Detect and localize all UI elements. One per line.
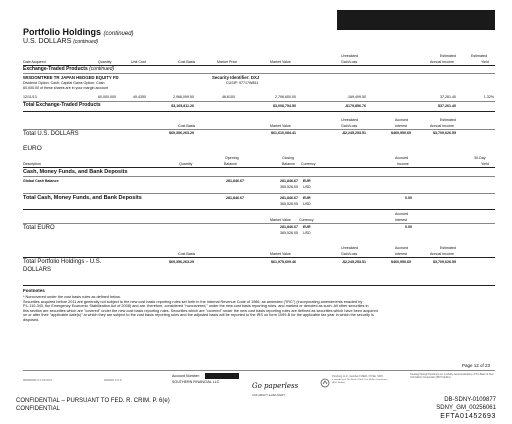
account-name: SOUTHERN FINANCIAL LLC xyxy=(172,380,220,384)
footnote-line: disposed. xyxy=(23,317,40,322)
page-footer-rule xyxy=(23,370,495,371)
account-number-label: Account Number: xyxy=(172,374,200,378)
eurtot-col-interest: Interest xyxy=(395,218,407,222)
usd-total-annual-income: $3,709,626.55 xyxy=(433,131,456,135)
usd-col-cost-basis: Cost Basis xyxy=(178,124,196,128)
section-etp-suffix: (continued) xyxy=(89,66,115,72)
euro-col-balance: Balance xyxy=(224,162,237,166)
row-annual-income: 37,261.40 xyxy=(440,95,456,99)
footnote-line: * Noncovered under the cost basis rules as defined below. xyxy=(23,295,121,299)
euro-col-income: Income xyxy=(397,162,409,166)
pt-col-gain-loss: Gain/Loss xyxy=(341,252,358,256)
row-market-price: 46.6100 xyxy=(222,95,235,99)
pt-market-value: $61,975,609.46 xyxy=(271,260,296,264)
eurtot-market-usd: 365,526.05 xyxy=(280,231,298,235)
page-subtitle xyxy=(23,38,98,45)
account-redaction xyxy=(205,373,239,379)
go-paperless-sub: ASK ABOUT E-DELIVERY xyxy=(252,393,286,397)
pt-col-estimated: Estimated xyxy=(440,246,456,250)
euro-col-day-top: 30-Day xyxy=(474,156,486,160)
confidential-label: CONFIDENTIAL xyxy=(16,406,61,412)
col-unit-cost: Unit Cost xyxy=(131,60,146,64)
footnote-line: this section are securities which are "covered" under the new cost basis reporting rules. Securities which are "covered" under the new cost basis reporting rules are defined as securities which have been acquired xyxy=(23,308,378,313)
euro-total-closing-usd: 365,526.05 xyxy=(280,202,298,206)
euro-total-closing-eur: 281,846.67 xyxy=(280,196,298,200)
pt-gain-loss: -$2,245,253.51 xyxy=(341,260,366,264)
bates-code-2: SDNY_GM_00256061 xyxy=(436,405,496,411)
footnotes-top-rule xyxy=(23,285,495,286)
clearing-disclosure: Clearing through Pershing LLC, a wholly owned subsidiary of The Bank of New York Mellon Corporation (BNY Mellon) xyxy=(410,373,494,379)
total-etp-market-value: $3,008,754.50 xyxy=(273,104,296,108)
section-rule xyxy=(23,73,495,74)
pt-cost-basis: $69,356,263.29 xyxy=(169,260,194,264)
usd-col-interest: Interest xyxy=(395,124,407,128)
pt-label-line2: DOLLARS xyxy=(23,267,52,273)
euro-total-income: 0.00 xyxy=(405,196,412,200)
cusip: CUSIP: 97717W851 xyxy=(226,81,259,85)
dividend-option: Dividend Option: Cash; Capital Gains Option: Cash xyxy=(23,81,105,85)
euro-global-label: Global Cash Balance xyxy=(23,179,59,183)
subtitle-suffix: (continued) xyxy=(73,39,99,45)
pt-col-interest: Interest xyxy=(395,252,407,256)
eurtot-eur: EUR xyxy=(303,225,311,229)
usd-total-market-value: $61,610,084.41 xyxy=(271,131,296,135)
euro-col-description: Description xyxy=(23,162,41,166)
col-quantity: Quantity xyxy=(98,60,112,64)
section-etp-label: Exchange-Traded Products xyxy=(23,66,88,72)
total-etp-label: Total Exchange-Traded Products xyxy=(23,102,101,108)
eurtot-usd: USD xyxy=(303,231,311,235)
euro-section-rule xyxy=(23,176,495,177)
pershing-logo-icon xyxy=(320,378,330,388)
usd-col-accrued: Accrued xyxy=(395,118,409,122)
pt-col-cost-basis: Cost Basis xyxy=(178,252,196,256)
euro-closing-usd: 365,526.05 xyxy=(280,185,298,189)
total-etp-gain-loss: -$179,856.76 xyxy=(344,104,366,108)
pt-annual-income: $3,709,626.55 xyxy=(433,260,456,264)
confidential-line: CONFIDENTIAL – PURSUANT TO FED. R. CRIM. P. 6(e) xyxy=(16,398,170,404)
usd-total-gain-loss: -$2,245,253.51 xyxy=(341,131,366,135)
euro-total-rule xyxy=(23,193,495,194)
usd-col-estimated: Estimated xyxy=(440,118,456,122)
go-paperless-logo xyxy=(252,375,298,397)
col-cost-basis: Cost Basis xyxy=(178,60,196,64)
row-cost-basis: 2,966,099.50 xyxy=(173,95,194,99)
euro-heading: EURO xyxy=(23,145,42,152)
euro-total-opening: 281,846.67 xyxy=(226,196,244,200)
row-unit-cost: 49.4350 xyxy=(133,95,146,99)
euro-col-quantity: Quantity xyxy=(179,162,193,166)
euro-total-heading: Total EURO xyxy=(23,225,55,231)
row-quantity: 60,000.000 xyxy=(98,95,116,99)
footer-left-code: 00000000 0 0 00 00 0 xyxy=(23,378,53,382)
eurtot-interest: 0.00 xyxy=(405,225,412,229)
pt-col-unrealized: Unrealized xyxy=(341,246,359,250)
col-market-value: Market Value xyxy=(270,60,291,64)
eurtot-rule xyxy=(23,223,495,224)
col-unrealized: Unrealized xyxy=(341,54,359,58)
euro-col-accrued: Accrued xyxy=(395,156,409,160)
col-estimated: Estimated xyxy=(440,54,456,58)
footnotes-body xyxy=(23,295,495,323)
footnote-line: Securities acquired before 2011 are generally not subject to the new cost basis reporting rules set forth in the Internal Revenue Code of 1986, as amended ("IRC") (incorporating amendments enacted by xyxy=(23,299,363,304)
row-yield: 1.32% xyxy=(483,95,494,99)
title-text: Portfolio Holdings xyxy=(23,27,101,37)
usd-col-unrealized: Unrealized xyxy=(341,118,359,122)
bates-code-1: DB-SDNY-0109877 xyxy=(444,397,496,403)
usd-total-interest: $460,950.69 xyxy=(391,131,411,135)
usd-total-rule xyxy=(23,129,495,130)
go-paperless-text: Go paperless xyxy=(252,382,299,390)
pledged-note: 60,000.00 of these shares are in your margin account xyxy=(23,86,109,90)
footnote-line: on or after their "applicable date(s)" at which they are subject to the cost basis reporting rules and the adjusted basis will be reported to the IRS on form 1099-B for the applicable tax year in which the security is xyxy=(23,313,374,318)
redaction-box xyxy=(337,10,495,30)
euro-bottom-rule xyxy=(23,209,495,210)
pt-rule xyxy=(23,257,495,258)
col-yield: Yield xyxy=(481,60,489,64)
col-estimated-yield-top: Estimated xyxy=(471,54,487,58)
footnotes-heading: Footnotes xyxy=(23,288,45,293)
euro-col-yield: Yield xyxy=(481,162,489,166)
usd-col-annual-income: Annual Income xyxy=(430,124,454,128)
eurtot-col-accrued: Accrued xyxy=(395,212,409,216)
page-title xyxy=(23,27,134,37)
total-etp-cost-basis: $3,165,811.26 xyxy=(171,104,194,108)
euro-col-closing-balance: Balance xyxy=(282,162,295,166)
col-gain-loss: Gain/Loss xyxy=(341,60,358,64)
usd-total-label: Total U.S. DOLLARS xyxy=(23,131,79,137)
etp-bottom-rule xyxy=(23,111,495,112)
col-date-acquired: Date Acquired xyxy=(23,60,46,64)
euro-opening: 281,846.67 xyxy=(226,179,244,183)
pt-col-market-value: Market Value xyxy=(270,252,291,256)
col-market-price: Market Price xyxy=(217,60,238,64)
sipc-text: Pershing LLC, member FINRA, NYSE, SIPC xyxy=(332,375,384,378)
pt-col-accrued: Accrued xyxy=(395,246,409,250)
usd-col-gain-loss: Gain/Loss xyxy=(341,124,358,128)
euro-header-rule xyxy=(23,167,495,168)
title-suffix: (continued) xyxy=(103,31,134,37)
bates-code-3: EFTA01452693 xyxy=(440,413,496,420)
euro-total-eur: EUR xyxy=(303,196,311,200)
euro-total-usd: USD xyxy=(303,202,311,206)
pt-label-line1: Total Portfolio Holdings - U.S. xyxy=(23,259,102,265)
eurtot-col-currency: Currency xyxy=(299,218,314,222)
usd-total-cost-basis: $69,356,263.29 xyxy=(169,131,194,135)
footer-left-code2: 000000 0 0 0 xyxy=(104,378,122,382)
eurtot-market-eur: 281,846.67 xyxy=(280,225,298,229)
euro-col-currency: Currency xyxy=(301,162,316,166)
euro-col-opening: Opening xyxy=(225,156,239,160)
row-market-value: 2,796,600.00 xyxy=(275,95,296,99)
pt-col-annual-income: Annual Income xyxy=(430,252,454,256)
eurtot-col-market-value: Market Value xyxy=(270,218,291,222)
euro-usd: USD xyxy=(303,185,311,189)
subtitle-text: U.S. DOLLARS xyxy=(23,38,72,45)
euro-closing-eur: 281,846.67 xyxy=(280,179,298,183)
col-annual-income: Annual Income xyxy=(430,60,454,64)
euro-eur: EUR xyxy=(303,179,311,183)
usd-col-market-value: Market Value xyxy=(270,124,291,128)
row-gain-loss: -169,499.50 xyxy=(346,95,366,99)
sipc-sub: a subsidiary of The Bank of New York Mellon Corporation (BNY Mellon) xyxy=(332,379,388,384)
euro-section: Cash, Money Funds, and Bank Deposits xyxy=(23,169,128,175)
euro-total-label: Total Cash, Money Funds, and Bank Deposits xyxy=(23,195,142,201)
row-date: 12/11/13 xyxy=(23,95,37,99)
pt-interest: $460,950.69 xyxy=(391,260,411,264)
security-id: Security Identifier: DXJ xyxy=(212,75,260,80)
page-number: Page 12 of 23 xyxy=(461,363,490,368)
section-etp xyxy=(23,67,114,72)
footnote-line: P.L.110-343, the Emergency Economic Stabilization Act of 2008) and are, therefore, considered "noncovered," under the new cost basis reporting rules, and marked or denoted as such. All other securities in xyxy=(23,304,369,309)
security-name: WISDOMTREE TR JAPAN HEDGED EQUITY FD xyxy=(23,75,119,80)
euro-col-closing: Closing xyxy=(282,156,294,160)
sipc-logo xyxy=(320,374,330,392)
total-etp-annual-income: $37,261.40 xyxy=(438,104,456,108)
